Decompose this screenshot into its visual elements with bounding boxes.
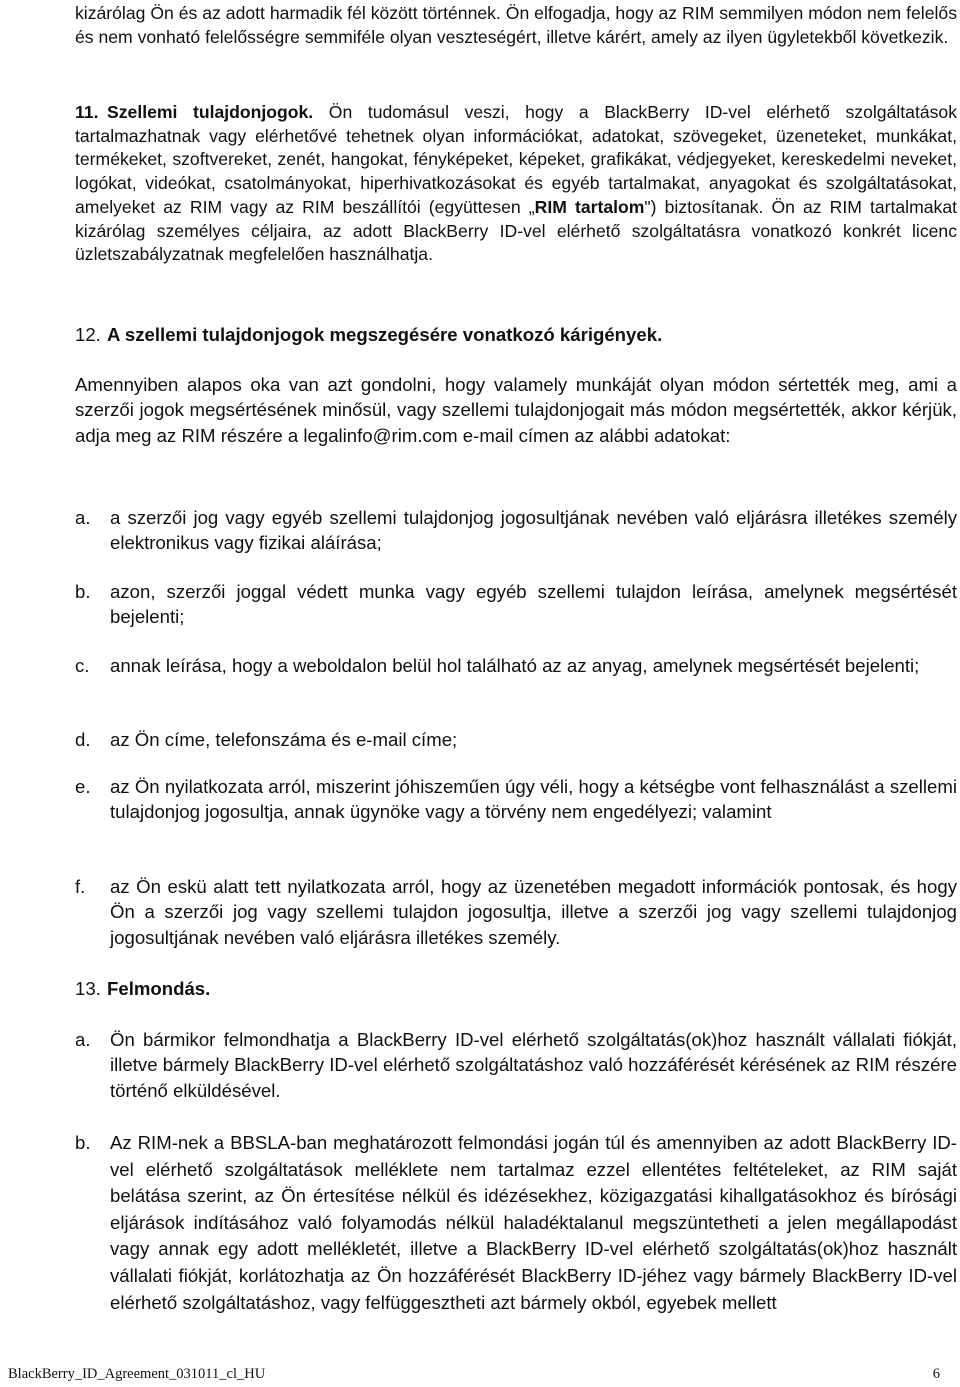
section-11-title: Szellemi tulajdonjogok.: [107, 102, 314, 122]
list-item-text: annak leírása, hogy a weboldalon belül hol található az az anyag, amelynek megsértését bejelenti;: [110, 655, 920, 676]
footer-document-id: BlackBerry_ID_Agreement_031011_cl_HU: [8, 1366, 266, 1382]
list-item-label: d.: [75, 729, 91, 750]
section-12-paragraph: Amennyiben alapos oka van azt gondolni, hogy valamely munkáját olyan módon sértették meg, ami a szerzői jogok megsértésének minősül, vagy szellemi tulajdonjogait más módon megsértették, akkor kérjük, adja meg az RIM részére a legalinfo@rim.com e-mail címen az alábbi adatokat:: [75, 374, 957, 446]
page-footer: [8, 1365, 940, 1383]
list-item-text: az Ön címe, telefonszáma és e-mail címe;: [110, 729, 458, 750]
list-item-text: az Ön nyilatkozata arról, miszerint jóhiszeműen úgy véli, hogy a kétségbe vont felhasználást a szellemi tulajdonjog jogosultja, annak ügynöke vagy a törvény nem engedélyezi; valamint: [110, 776, 957, 823]
section-11-number: 11.: [75, 102, 99, 122]
section-11-paragraph: [75, 101, 957, 267]
list-item-text: Ön bármikor felmondhatja a BlackBerry ID-vel elérhető szolgáltatás(ok)hoz használt vállalati fiókját, illetve bármely BlackBerry ID-vel elérhető szolgáltatáshoz való hozzáférését kérésének az RIM részére történő elküldésével.: [110, 1029, 957, 1101]
section-13-number: 13.: [75, 978, 101, 999]
list-item-text: Az RIM-nek a BBSLA-ban meghatározott felmondási jogán túl és amennyiben az adott BlackBerry ID-vel elérhető szolgáltatások melléklete nem tartalmaz ezzel ellentétes feltételeket, az RIM saját belátása szerint, az Ön értesítése nélkül és idézésekhez, közigazgatási kihallgatásokhoz és bírósági eljárások indításához való folyamodás nélkül haladéktalanul megszüntetheti a jelen megállapodást vagy annak egy adott mellékletét, illetve a BlackBerry ID-vel elérhető szolgáltatás(ok)hoz használt vállalati fiókját, korlátozhatja az Ön hozzáférését BlackBerry ID-jéhez vagy bármely BlackBerry ID-vel elérhető szolgáltatáshoz, vagy felfüggesztheti azt bármely okból, egyebek mellett: [110, 1132, 957, 1313]
list-item-label: a.: [75, 507, 91, 528]
section-13-title: Felmondás.: [107, 978, 211, 999]
section-12-title: A szellemi tulajdonjogok megszegésére vonatkozó kárigények.: [107, 324, 663, 345]
list-item-text: azon, szerzői joggal védett munka vagy egyéb szellemi tulajdon leírása, amelynek megsértését bejelenti;: [110, 581, 957, 628]
list-item-text: az Ön eskü alatt tett nyilatkozata arról, hogy az üzenetében megadott információk pontosak, és hogy Ön a szerzői jog vagy szellemi tulajdon jogosultja, illetve a szerzői jog vagy szellemi tulajdonjog jogosultjának nevében való eljárásra illetékes személy.: [110, 876, 957, 948]
list-item-label: b.: [75, 581, 91, 602]
section-12-number: 12.: [75, 324, 101, 345]
list-item-label: a.: [75, 1029, 91, 1050]
list-item-text: a szerzői jog vagy egyéb szellemi tulajdonjog jogosultjának nevében való eljárásra illetékes személy elektronikus vagy fizikai aláírása;: [110, 507, 957, 554]
list-item-label: b.: [75, 1132, 91, 1153]
list-item-label: f.: [75, 876, 86, 897]
rim-content-defined-term: RIM tartalom: [534, 196, 645, 217]
footer-page-number: 6: [932, 1366, 940, 1382]
section-11-text-after: ") biztosítanak. Ön az RIM tartalmakat kizárólag személyes céljaira, az adott BlackBerry ID-vel elérhető szolgáltatásra vonatkozó konkrét licenc üzletszabályzatnak megfelelően használhatja.: [75, 196, 957, 265]
section-11-text-before: Ön tudomásul veszi, hogy a BlackBerry ID-vel elérhető szolgáltatások tartalmazhatnak vagy elérhetővé tehetnek olyan információkat, adatokat, szövegeket, üzeneteket, munkákat, termékeket, szoftvereket, zenét, hangokat, fényképeket, képeket, grafikákat, védjegyeket, kereskedelmi neveket, logókat, videókat, csatolmányokat, hiperhivatkozásokat és egyéb tartalmakat, anyagokat és szolgáltatásokat, amelyeket az RIM vagy az RIM beszállítói (együttesen „: [75, 102, 957, 217]
list-item-label: c.: [75, 655, 90, 676]
intro-paragraph: kizárólag Ön és az adott harmadik fél között történnek. Ön elfogadja, hogy az RIM semmilyen módon nem felelős és nem vonható felelősségre semmiféle olyan veszteségért, illetve kárért, amely az ilyen ügyletekből következik.: [75, 3, 957, 47]
list-item-label: e.: [75, 776, 91, 797]
